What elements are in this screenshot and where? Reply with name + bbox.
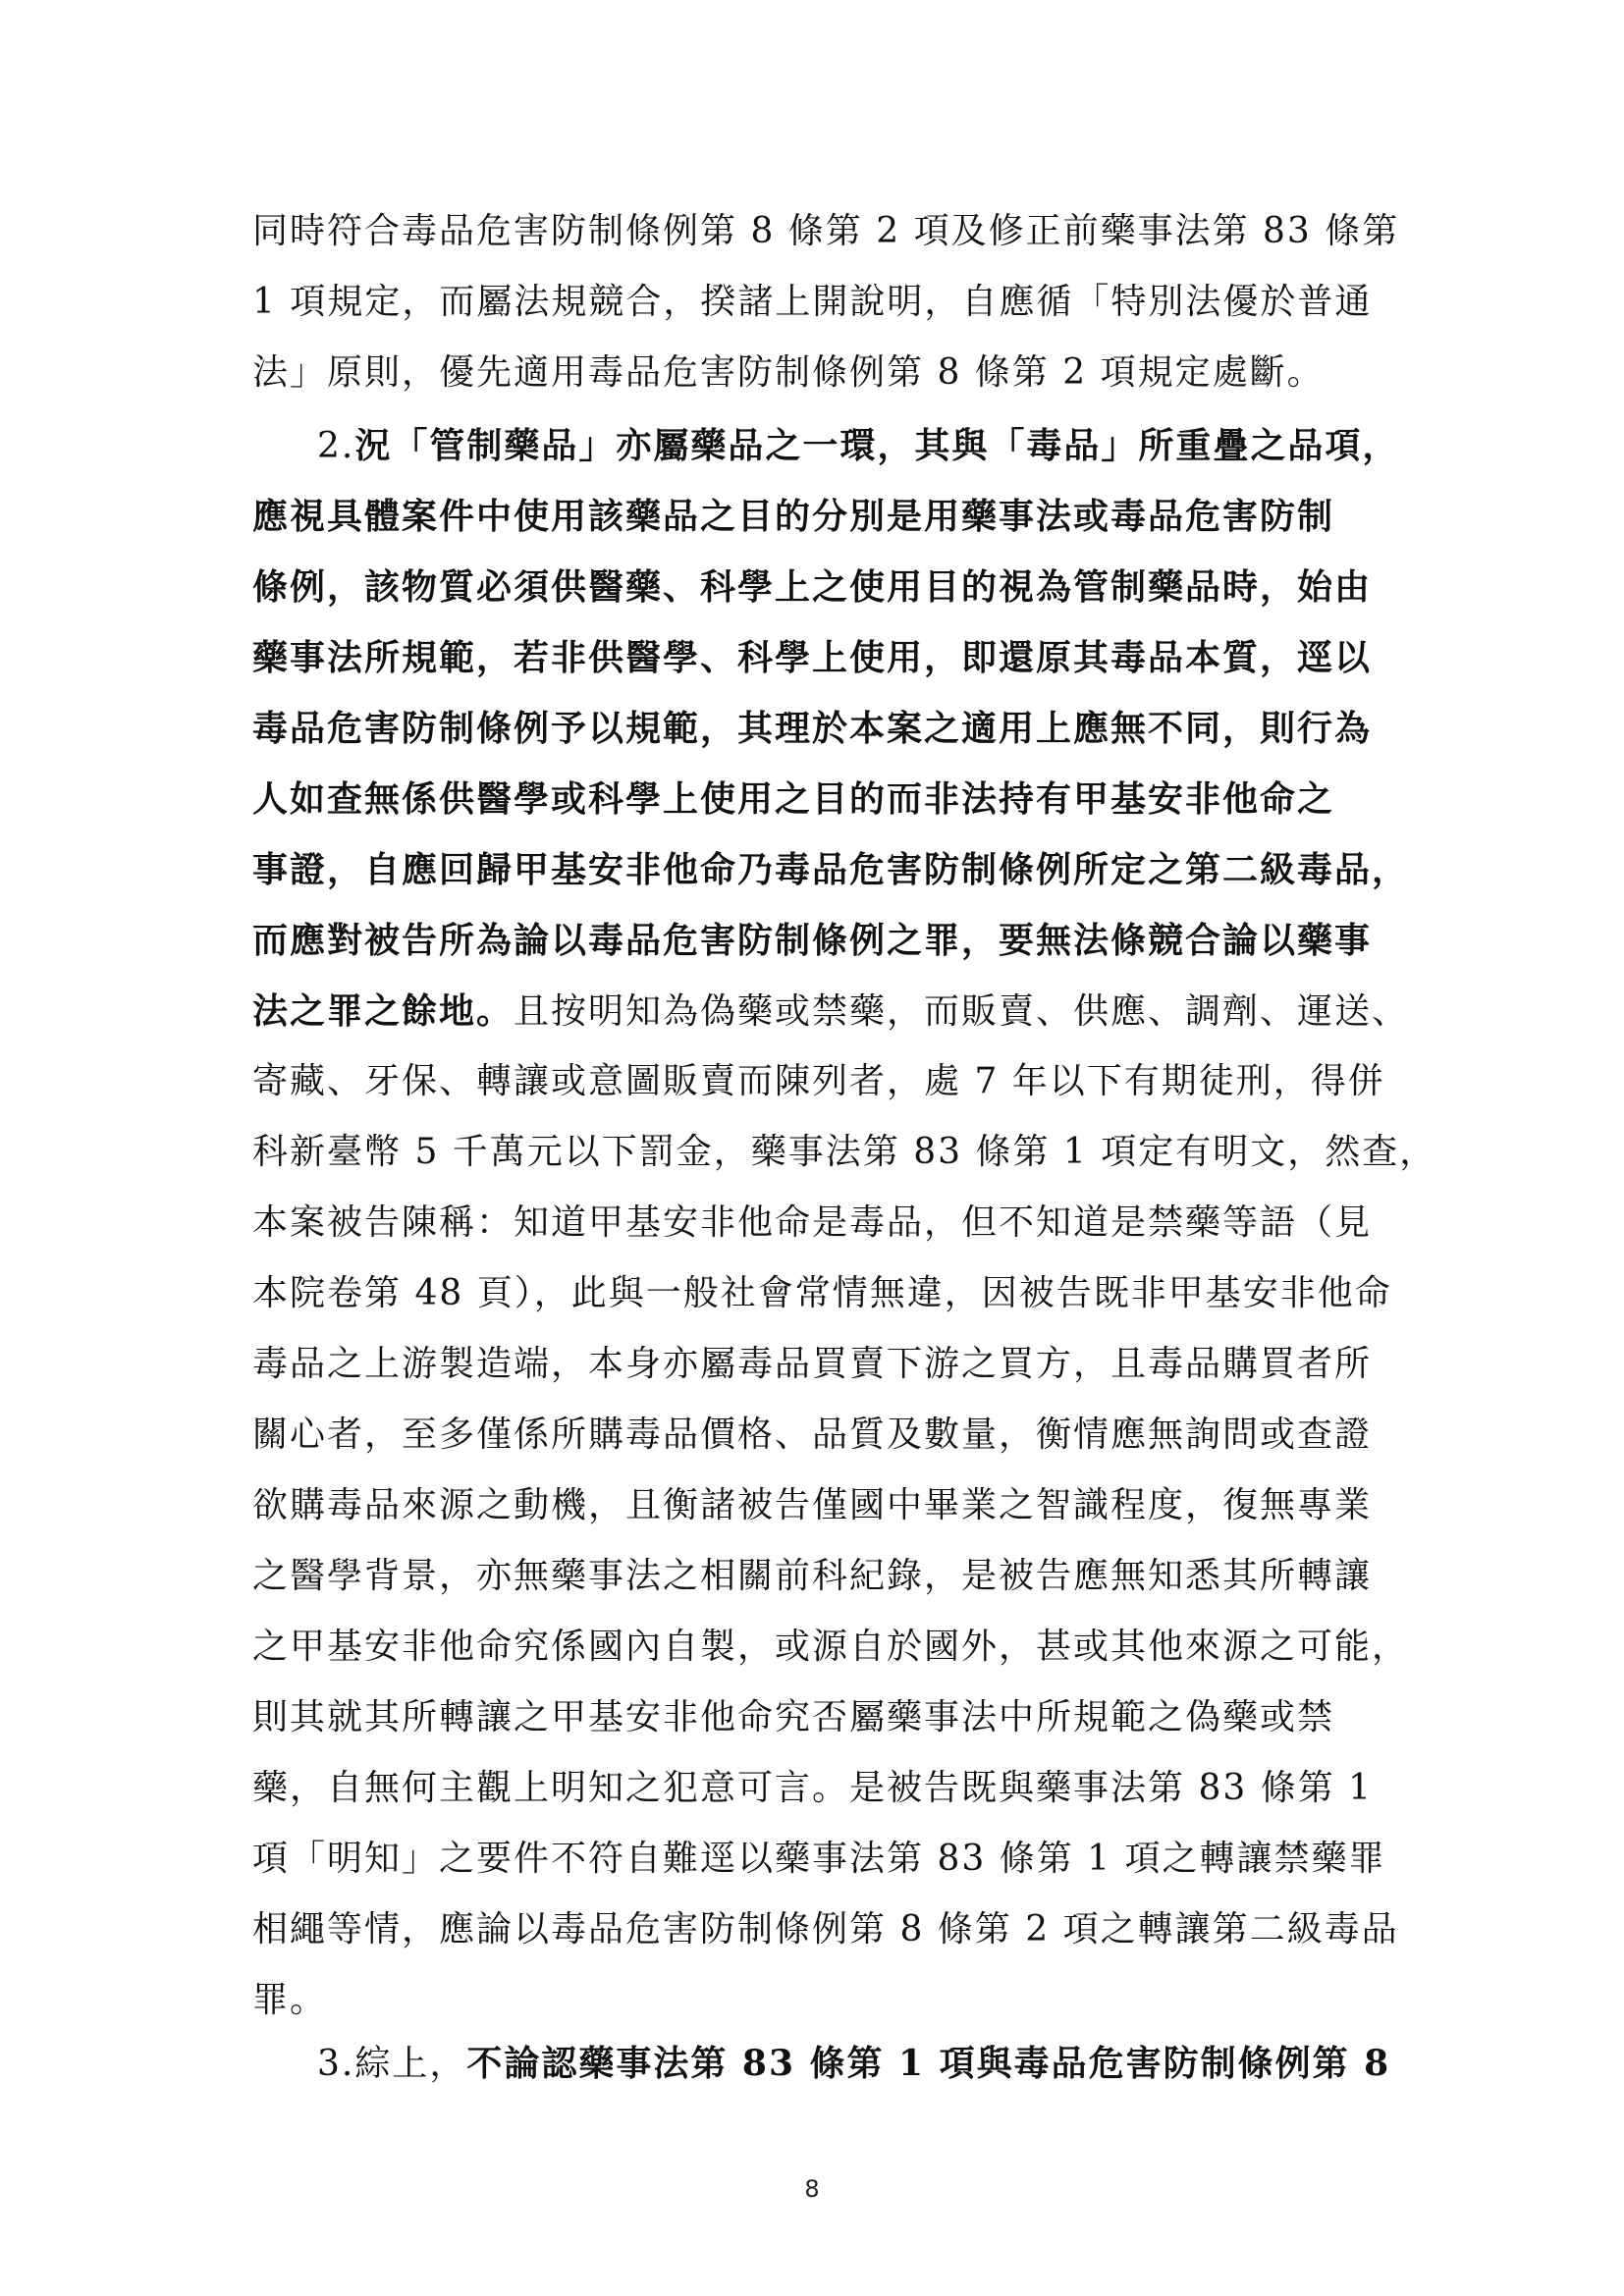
bold-text-line: 毒品危害防制條例予以規範，其理於本案之適用上應無不同，則行為 xyxy=(252,708,1373,749)
bold-text-line: 藥事法所規範，若非供醫學、科學上使用，即還原其毒品本質，逕以 xyxy=(252,637,1373,678)
text-line: 科新臺幣 5 千萬元以下罰金，藥事法第 83 條第 1 項定有明文，然查， xyxy=(252,1132,1437,1172)
text-line: 則其就其所轉讓之甲基安非他命究否屬藥事法中所規範之偽藥或禁 xyxy=(252,1697,1335,1737)
text-line: 毒品之上游製造端，本身亦屬毒品買賣下游之買方，且毒品購買者所 xyxy=(252,1344,1373,1384)
text-line: 項「明知」之要件不符自難逕以藥事法第 83 條第 1 項之轉讓禁藥罪 xyxy=(252,1839,1386,1879)
page-number: 8 xyxy=(804,2175,820,2203)
bold-text-line: 事證，自應回歸甲基安非他命乃毒品危害防制條例所定之第二級毒品， xyxy=(252,849,1410,890)
text-line: 相繩等情，應論以毒品危害防制條例第 8 條第 2 項之轉讓第二級毒品 xyxy=(252,1909,1399,1949)
text-line: 1 項規定，而屬法規競合，揆諸上開說明，自應循「特別法優於普通 xyxy=(252,282,1373,322)
bold-text: 不論認藥事法第 83 條第 1 項與毒品危害防制條例第 8 xyxy=(466,2043,1391,2084)
text-line: 本案被告陳稱：知道甲基安非他命是毒品，但不知道是禁藥等語（見 xyxy=(252,1202,1373,1243)
paragraph-number: 2. xyxy=(317,426,355,466)
mixed-text-line xyxy=(252,989,1410,1034)
bold-text-line: 應視具體案件中使用該藥品之目的分別是用藥事法或毒品危害防制 xyxy=(252,496,1335,537)
bold-text: 法之罪之餘地。 xyxy=(252,990,514,1032)
text-line: 之甲基安非他命究係國內自製，或源自於國外，甚或其他來源之可能， xyxy=(252,1627,1410,1667)
text-line: 罪。 xyxy=(252,1980,328,2020)
text-line: 本院卷第 48 頁），此與一般社會常情無違，因被告既非甲基安非他命 xyxy=(252,1273,1392,1313)
regular-text: 3.綜上， xyxy=(317,2044,467,2084)
bold-text: 況「管制藥品」亦屬藥品之一環，其與「毒品」所重疊之品項， xyxy=(354,425,1400,466)
text-line: 同時符合毒品危害防制條例第 8 條第 2 項及修正前藥事法第 83 條第 xyxy=(252,211,1400,251)
paragraph-3-first-line xyxy=(317,2042,1446,2086)
regular-text: 且按明知為偽藥或禁藥，而販賣、供應、調劑、運送、 xyxy=(514,991,1410,1032)
bold-text-line: 人如查無係供醫學或科學上使用之目的而非法持有甲基安非他命之 xyxy=(252,778,1335,820)
bold-text-line: 條例，該物質必須供醫藥、科學上之使用目的視為管制藥品時，始由 xyxy=(252,566,1373,608)
text-line: 之醫學背景，亦無藥事法之相關前科紀錄，是被告應無知悉其所轉讓 xyxy=(252,1556,1373,1596)
text-line: 法」原則，優先適用毒品危害防制條例第 8 條第 2 項規定處斷。 xyxy=(252,352,1325,393)
bold-text-line: 而應對被告所為論以毒品危害防制條例之罪，要無法條競合論以藥事 xyxy=(252,920,1373,961)
text-line: 寄藏、牙保、轉讓或意圖販賣而陳列者，處 7 年以下有期徒刑，得併 xyxy=(252,1061,1385,1101)
text-line: 欲購毒品來源之動機，且衡諸被告僅國中畢業之智識程度，復無專業 xyxy=(252,1485,1373,1525)
text-line: 藥，自無何主觀上明知之犯意可言。是被告既與藥事法第 83 條第 1 xyxy=(252,1768,1374,1808)
paragraph-2-first-line xyxy=(317,424,1446,468)
text-line: 關心者，至多僅係所購毒品價格、品質及數量，衡情應無詢問或查證 xyxy=(252,1415,1373,1455)
